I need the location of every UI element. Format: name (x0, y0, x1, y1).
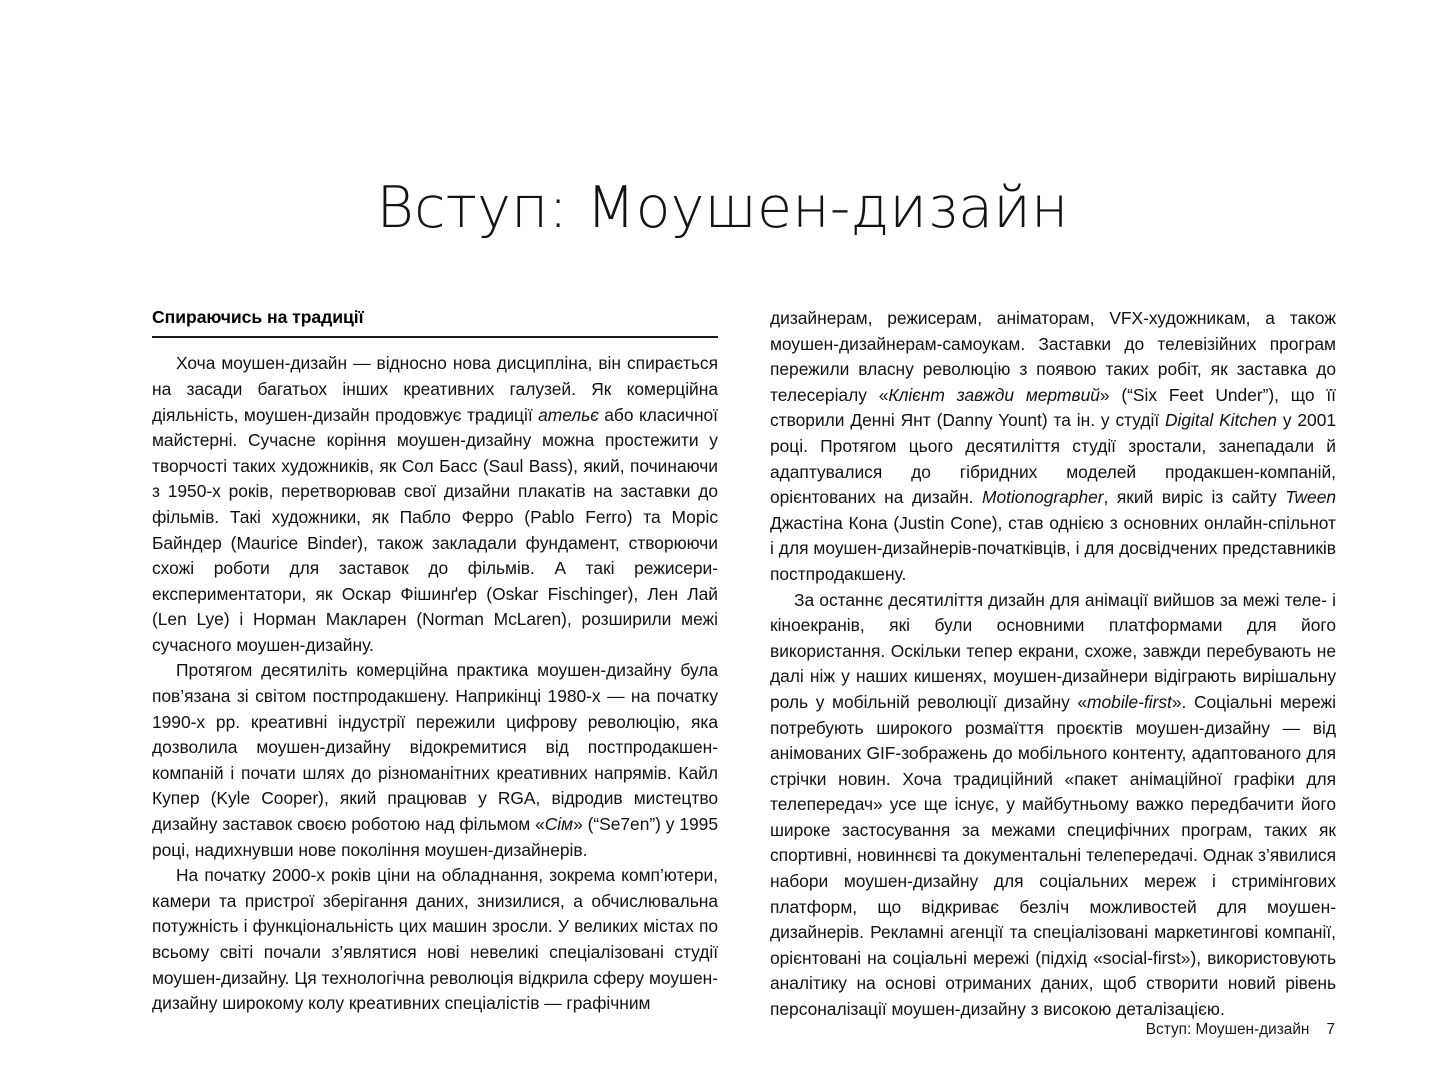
emphasis-text: Сім (544, 814, 574, 835)
footer-title: Вступ: Моушен-дизайн (1145, 1021, 1310, 1038)
emphasis-text: Клієнт завжди мертвий (888, 384, 1100, 405)
page-title: Вступ: Моушен-дизайн (376, 175, 1069, 242)
paragraph-4: дизайнерам, режисерам, аніматорам, VFX-художникам, а також моушен-дизайнерам-самоукам. Заставки до телевізійних програм пережили власну революцію з появою таких робіт, як заставка до телесеріалу «Клієнт завжди мертвий» (“Six Feet Under”), що її створили Денні Янт (Danny Yount) та ін. у студії Digital Kitchen у 2001 році. Протягом цього десятиліття студії зростали, занепадали й адаптувалися до гібридних моделей продакшен-компаній, орієнтованих на дизайн. Motionographer, який виріс із сайту Tween Джастіна Кона (Justin Cone), став однією з основних онлайн-спільнот і для моушен-дизайнерів-початківців, і для досвідчених представників постпродакшену. (770, 308, 1336, 584)
paragraph-5: За останнє десятиліття дизайн для анімації вийшов за межі теле- і кіноекранів, які були основними платформами для його використання. Оскільки тепер екрани, схоже, завжди перебувають не далі ніж у наших кишенях, моушен-дизайнери відіграють вирішальну роль у мобільній революції дизайну «mobile-first». Соціальні мережі потребують широкого розмаїття проєктів моушен-дизайну — від анімованих GIF-зображень до мобільного контенту, адаптованого для стрічки новин. Хоча традиційний «пакет анімаційної графіки для телепередач» усе ще існує, у майбутньому важко передбачити його широке застосування за межами специфічних програм, таких як спортивні, новиннєві та документальні телепередачі. Однак з’явилися набори моушен-дизайну для соціальних мереж і стримінгових платформ, що відкриває безліч можливостей для моушен-дизайнерів. Рекламні агенції та спеціалізовані маркетингові компанії, орієнтовані на соціальні мережі (підхід «social-first»), використовують аналітику на основі отриманих даних, щоб створити новий рівень персоналізації моушен-дизайну з високою деталізацією. (770, 589, 1336, 1020)
paragraph-3: На початку 2000-х років ціни на обладнання, зокрема комп’ютери, камери та пристрої зберігання даних, знизилися, а обчислювальна потужність і функціональність цих машин зросли. У великих містах по всьому світі почали з’являтися нові невеликі спеціалізовані студії моушен-дизайну. Ця технологічна революція відкрила сферу моушен-дизайну широкому колу креативних спеціалістів — графічним (152, 865, 718, 1014)
right-column (770, 306, 1336, 1020)
emphasis-text: mobile-first (1087, 691, 1172, 712)
emphasis-text: Motionographer (982, 487, 1104, 508)
footer-page-number: 7 (1326, 1021, 1335, 1038)
body-columns (152, 306, 1336, 1020)
paragraph-2: Протягом десятиліть комерційна практика моушен-дизайну була пов’язана зі світом постпродакшену. Наприкінці 1980-х — на початку 1990-х рр. креативні індустрії пережили цифрову революцію, яка дозволила моушен-дизайну відокремитися від постпродакшен-компаній і почати шлях до різноманітних креативних напрямів. Кайл Купер (Kyle Cooper), який працював у RGA, відродив мистецтво дизайну заставок своєю роботою над фільмом «Сім» (“Se7en”) у 1995 році, надихнувши нове покоління моушен-дизайнерів. (152, 660, 718, 860)
heading-divider (152, 336, 718, 339)
emphasis-text: Tween (1285, 487, 1336, 508)
section-heading: Спираючись на традиції (152, 307, 364, 327)
emphasis-text: Digital Kitchen (1165, 410, 1277, 431)
paragraph-1: Хоча моушен-дизайн — відносно нова дисципліна, він спирається на засади багатьох інших креативних галузей. Як комерційна діяльність, моушен-дизайн продовжує традиції ательє або класичної майстерні. Сучасне коріння моушен-дизайну можна простежити у творчості таких художників, як Сол Басс (Saul Bass), який, починаючи з 1950-х років, перетворював свої дизайни плакатів на заставки до фільмів. Такі художники, як Пабло Ферро (Pablo Ferro) та Моріс Байндер (Maurice Binder), також закладали фундамент, створюючи схожі роботи для заставок до фільмів. А такі режисери-експериментатори, як Оскар Фішинґер (Oskar Fischinger), Лен Лай (Len Lye) і Норман Макларен (Norman McLaren), розширили межі сучасного моушен-дизайну. (152, 353, 718, 655)
page-footer (1146, 1021, 1335, 1039)
left-column (152, 306, 718, 1014)
emphasis-text: ательє (538, 404, 599, 425)
